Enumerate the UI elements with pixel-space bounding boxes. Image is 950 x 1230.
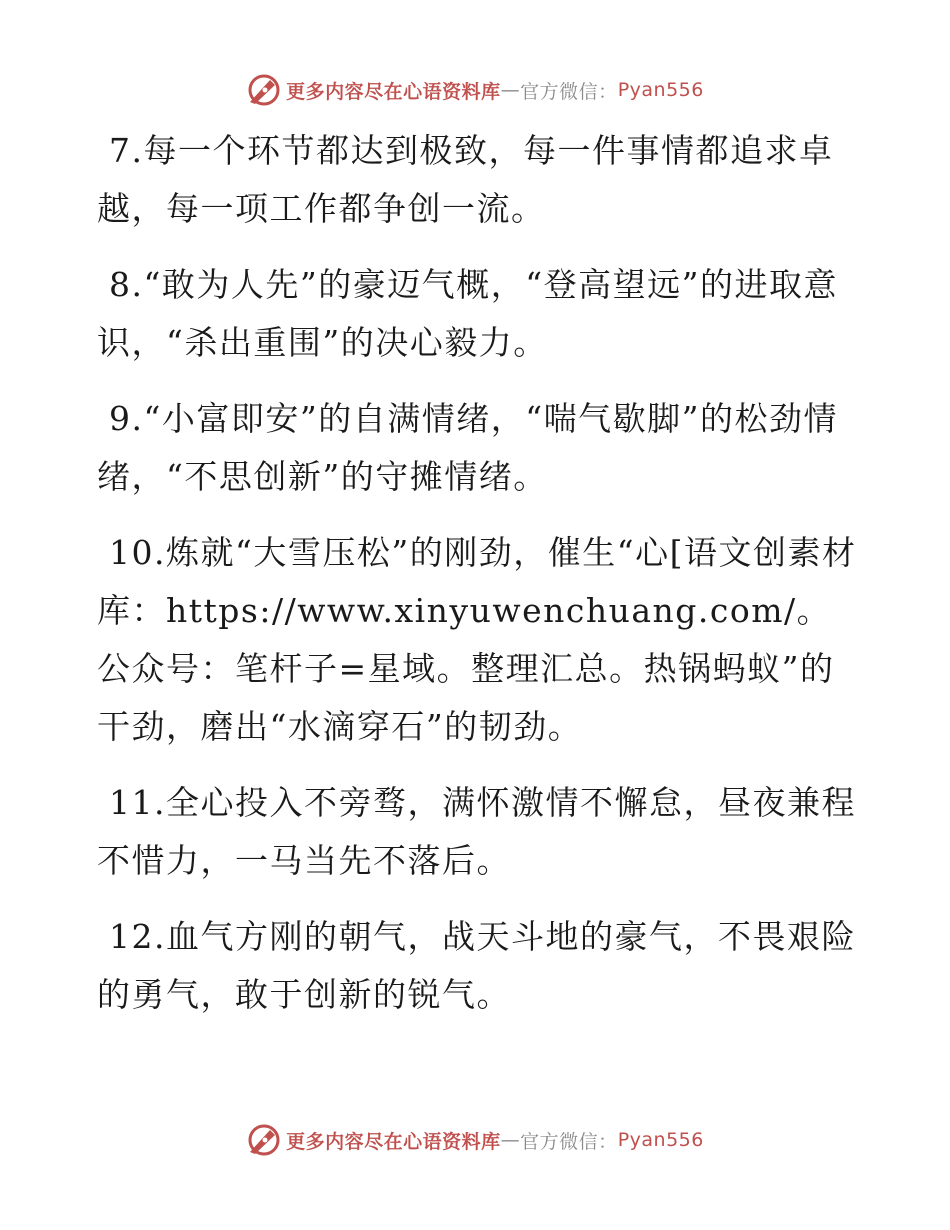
paragraph-text: 血气方刚的朝气，战天斗地的豪气，不畏艰险的勇气，敢于创新的锐气。: [97, 917, 856, 1014]
paragraph-9: [97, 390, 857, 506]
pen-nib-logo-icon: [246, 1122, 282, 1158]
footer-wechat-id: Pyan556: [617, 1129, 704, 1151]
paragraph-number: 10.: [109, 533, 166, 572]
footer-wechat-label: 官方微信：: [520, 1130, 618, 1153]
paragraph-text: 炼就“大雪压松”的刚劲，催生“心[语文创素材库：https://www.xinyuwenchuang.com/。公众号：笔杆子=星域。整理汇总。热锅蚂蚁”的干劲，磨出“水滴穿石”的韧劲。: [97, 533, 857, 746]
pen-nib-logo-icon: [246, 72, 282, 108]
paragraph-7: [97, 122, 857, 238]
paragraph-number: 7.: [109, 131, 144, 170]
paragraph-text: 每一个环节都达到极致，每一件事情都追求卓越，每一项工作都争创一流。: [97, 131, 834, 228]
paragraph-text: “敢为人先”的豪迈气概，“登高望远”的进取意识，“杀出重围”的决心毅力。: [97, 265, 838, 362]
paragraph-text: 全心投入不旁骛，满怀激情不懈怠，昼夜兼程不惜力，一马当先不落后。: [97, 783, 856, 880]
footer-promo-text: 更多内容尽在心语资料库: [286, 1130, 501, 1153]
header-wechat-label: 官方微信：: [520, 80, 618, 103]
paragraph-11: [97, 774, 857, 890]
paragraph-text: “小富即安”的自满情绪，“喘气歇脚”的松劲情绪，“不思创新”的守摊情绪。: [97, 399, 838, 496]
header-promo-text: 更多内容尽在心语资料库: [286, 80, 501, 103]
paragraph-10: [97, 524, 857, 756]
document-body: [97, 122, 857, 1042]
paragraph-number: 9.: [109, 399, 144, 438]
paragraph-number: 8.: [109, 265, 144, 304]
header-banner: [0, 70, 950, 110]
paragraph-8: [97, 256, 857, 372]
footer-banner: [0, 1120, 950, 1160]
header-wechat-id: Pyan556: [617, 79, 704, 101]
footer-separator: —: [500, 1129, 521, 1151]
paragraph-12: [97, 908, 857, 1024]
paragraph-number: 12.: [109, 917, 166, 956]
paragraph-number: 11.: [109, 783, 166, 822]
header-separator: —: [500, 79, 521, 101]
